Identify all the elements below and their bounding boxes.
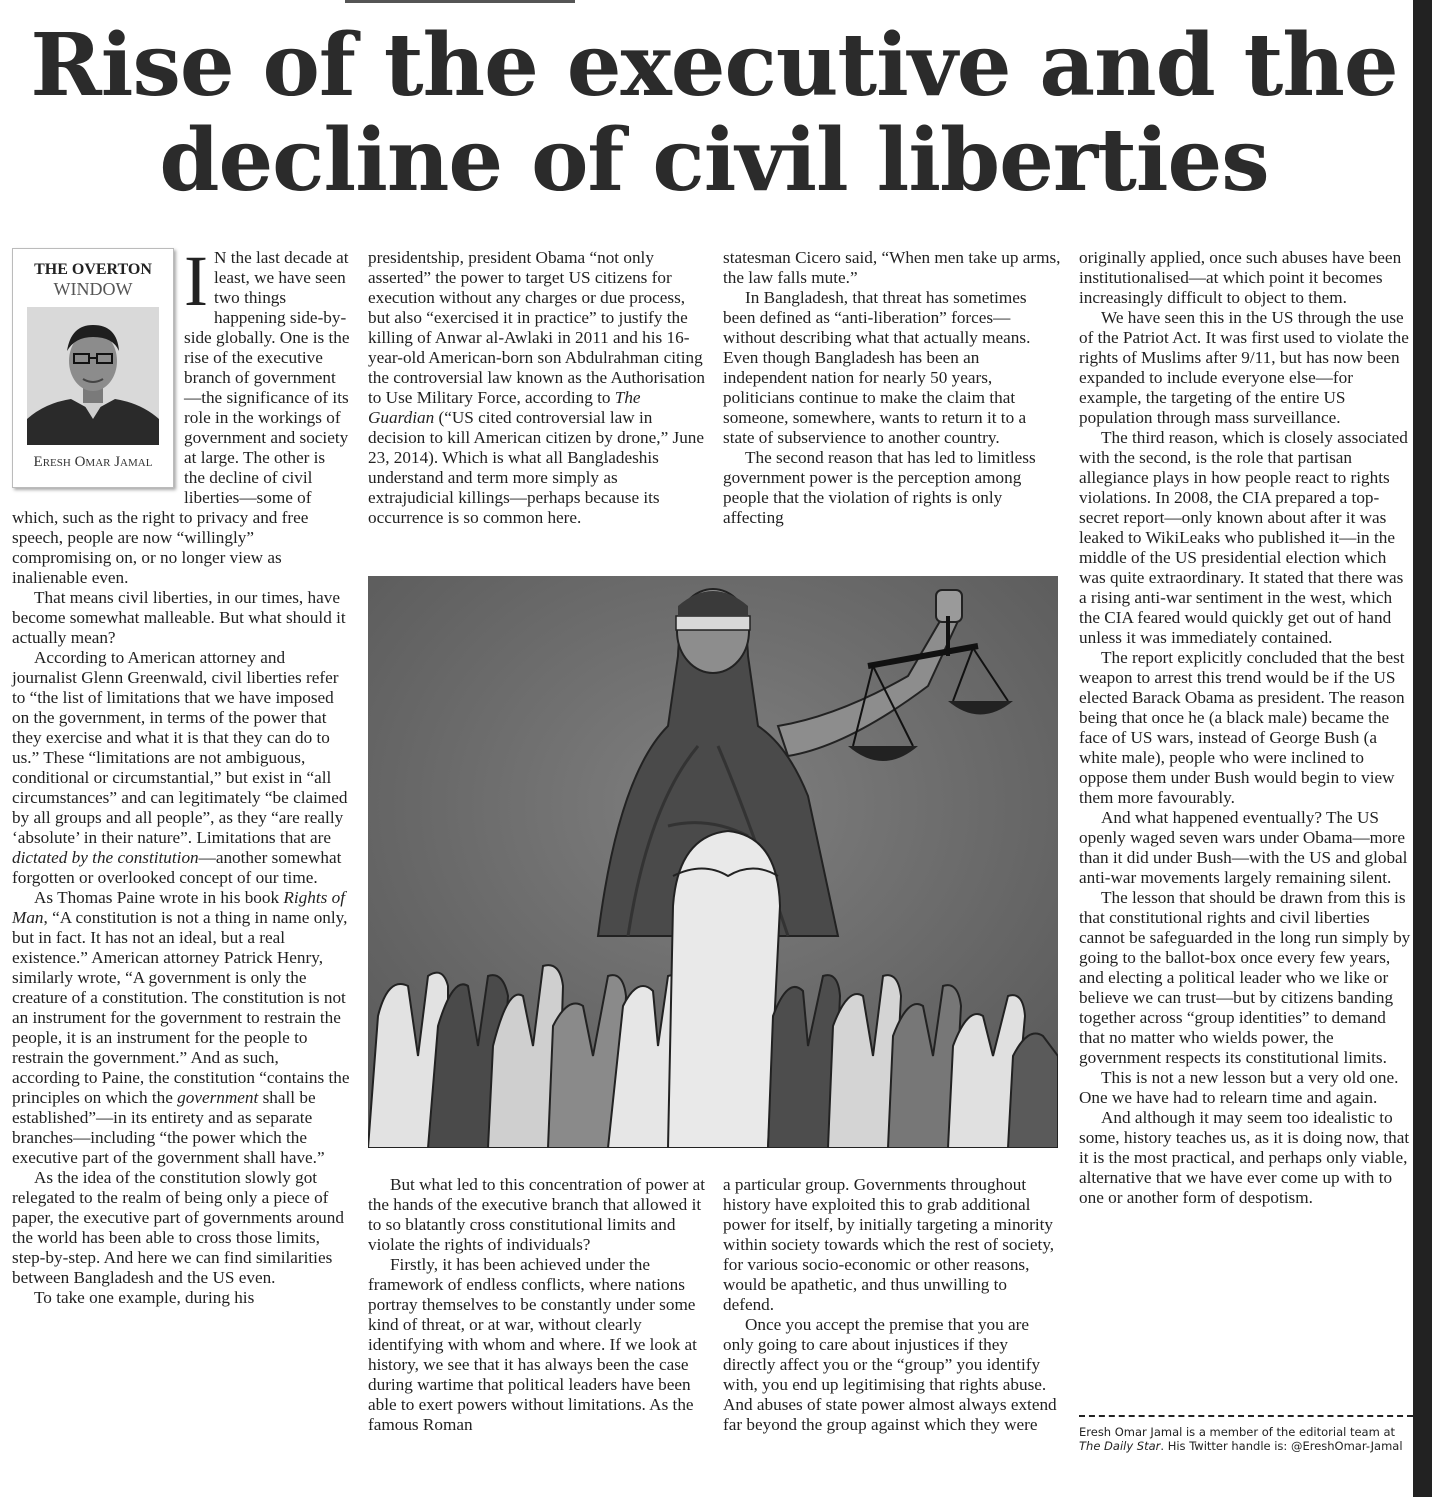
columnist-box bbox=[12, 248, 174, 488]
italic-run: dictated by the constitution bbox=[12, 848, 199, 867]
column-3-bottom bbox=[723, 1175, 1061, 1435]
paragraph bbox=[368, 248, 706, 528]
page-edge bbox=[1413, 0, 1432, 1497]
column-2-bottom bbox=[368, 1175, 706, 1435]
italic-run: Rights of Man bbox=[12, 888, 345, 927]
column-1 bbox=[12, 241, 350, 1308]
paragraph: The report explicitly concluded that the best weapon to arrest this trend would be if the US elected Barack Obama as president. The reason being that once he (a black male) became the face of US wars, instead of George Bush (a white male), people who were inclined to oppose them under Bush would begin to view them more favourably. bbox=[1079, 648, 1405, 807]
column-subtitle: WINDOW bbox=[53, 279, 133, 299]
headline-line-2: decline of civil liberties bbox=[159, 110, 1269, 211]
column-2-top bbox=[368, 248, 706, 528]
paragraph: In Bangladesh, that threat has sometimes been defined as “anti-liberation” forces—without describing what that actually means. Even though Bangladesh has been an independent nation for nearly 50 years, politicians continue to make the claim that someone, somewhere, wants to return it to a state of subservience to another country. bbox=[723, 288, 1031, 447]
author-portrait bbox=[27, 307, 159, 445]
paragraph: To take one example, during his bbox=[34, 1288, 255, 1307]
paragraph: Firstly, it has been achieved under the framework of endless conflicts, where nations portray themselves to be constantly under some kind of threat, or at war, without clearly identifying with whom and where. If we look at history, we see that it has always been the case during wartime that political leaders have been able to exert powers without limitations. As the famous Roman bbox=[368, 1255, 697, 1434]
paragraph: a particular group. Governments throughout history have exploited this to grab additional power for itself, by initially targeting a minority within society towards which the rest of society, for various socio-economic or other reasons, would be apathetic, and thus unwilling to defend. bbox=[723, 1175, 1055, 1314]
headline bbox=[20, 15, 1408, 211]
paragraph: And although it may seem too idealistic to some, history teaches us, as it is doing now, that it is the most practical, and perhaps only viable, alternative that we have ever come up with to one or another form of despotism. bbox=[1079, 1108, 1410, 1207]
text-run: shall be established”—in its entirety and as separate branches—including “the power which the executive part of the government shall have.” bbox=[12, 1088, 325, 1167]
paragraph: The third reason, which is closely associated with the second, is the role that partisan allegiance plays in how people react to rights violations. In 2008, the CIA prepared a top-secret report—only known about after it was leaked to WikiLeaks who published it—in the middle of the US presidential election which was quite extraordinary. It stated that there was a rising anti-war sentiment in the west, which the CIA feared would quickly get out of hand unless it was immediately contained. bbox=[1079, 428, 1408, 647]
text-run: —another somewhat forgotten or overlooked concept of our time. bbox=[12, 848, 342, 887]
column-4 bbox=[1079, 248, 1413, 1208]
italic-run: government bbox=[177, 1088, 259, 1107]
text-run: , “A constitution is not a thing in name only, but in fact. It has not an ideal, but a real existence.” American attorney Patrick Henry, similarly wrote, “A government is only the creature of a constitution. The constitution is not an instrument for the government to restrain the people, it is an instrument for the people to restrain the government.” And as such, according to Paine, the constitution “contains the principles on which the bbox=[12, 908, 350, 1107]
text-run: According to American attorney and journalist Glenn Greenwald, civil liberties refer to “the list of limitations that we have imposed on the government, in terms of the power that they exercise and what it is that they can do to us.” These “limitations are not ambiguous, conditional or circumstantial,” but exist in “all circumstances” and can legitimately “be claimed by all groups and all people”, as they “are really ‘absolute’ in their nature”. Limitations that are bbox=[12, 648, 348, 847]
paragraph: As the idea of the constitution slowly got relegated to the realm of being only a piece of paper, the executive part of governments around the world has been able to cross those limits, step-by-step. And here we can find similarities between Bangladesh and the US even. bbox=[12, 1168, 344, 1287]
author-name: Eresh Omar Jamal bbox=[33, 454, 153, 470]
paragraph: The lesson that should be drawn from this is that constitutional rights and civil liberties cannot be safeguarded in the long run simply by going to the ballot-box once every few years, and electing a political leader who we like or believe we can trust—but by citizens banding together across “group identities” to demand that no matter who wields power, the government respects its constitutional limits. bbox=[1079, 888, 1411, 1067]
paragraph: N the last decade at least, we have seen two things happening side-by-side globally. One is the rise of the executive branch of government—the significance of its role in the workings of government and society at large. The other is the decline of civil liberties—some of which, such as the right to privacy and free speech, people are now “willingly” compromising on, or no longer view as inalienable even. bbox=[12, 248, 350, 587]
text-run: presidentship, president Obama “not only asserted” the power to target US citizens for execution without any charges or due process, but also “exercised it in practice” to justify the killing of Anwar al-Awlaki in 2011 and his 16-year-old American-born son Abdulrahman citing the controversial law known as the Authorisation to Use Military Force, according to bbox=[368, 248, 705, 407]
paragraph: That means civil liberties, in our times, have become somewhat malleable. But what should it actually mean? bbox=[12, 588, 346, 647]
author-credit bbox=[1079, 1415, 1413, 1453]
paragraph: The second reason that has led to limitless government power is the perception among people that the violation of rights is only affecting bbox=[723, 448, 1036, 527]
paragraph: And what happened eventually? The US openly waged seven wars under Obama—more than it did under Bush—with the US and global anti-war movements largely remaining silent. bbox=[1079, 808, 1408, 887]
column-3-top bbox=[723, 248, 1061, 528]
paragraph: We have seen this in the US through the use of the Patriot Act. It was first used to violate the rights of Muslims after 9/11, but has now been expanded to include everyone else—for example, the targeting of the entire US population through mass surveillance. bbox=[1079, 308, 1409, 427]
italic-run: The Guardian bbox=[368, 388, 641, 427]
paragraph bbox=[12, 888, 350, 1168]
paragraph: This is not a new lesson but a very old one. One we have had to relearn time and again. bbox=[1079, 1068, 1399, 1107]
text-run: Eresh Omar Jamal is a member of the editorial team at bbox=[1079, 1425, 1396, 1439]
text-run: As Thomas Paine wrote in his book bbox=[34, 888, 284, 907]
text-run: . His Twitter handle is: @EreshOmar-Jamal bbox=[1160, 1439, 1403, 1453]
lady-justice-illustration bbox=[368, 576, 1058, 1148]
text-run: (“US cited controversial law in decision to kill American citizen by drone,” June 23, 2014). Which is what all Bangladeshis understand and term more simply as extrajudicial killings—perhaps because its occurrence is so common here. bbox=[368, 408, 705, 527]
paragraph: Once you accept the premise that you are only going to care about injustices if they directly affect you or the “group” you identify with, you end up legitimising that rights abuse. And abuses of state power almost always extend far beyond the group against which they were bbox=[723, 1315, 1057, 1434]
paragraph: But what led to this concentration of power at the hands of the executive branch that allowed it to so blatantly cross constitutional limits and violate the rights of individuals? bbox=[368, 1175, 706, 1254]
paragraph bbox=[12, 648, 350, 888]
drop-cap: I bbox=[184, 241, 208, 321]
top-rule bbox=[345, 0, 575, 3]
headline-line-1: Rise of the executive and the bbox=[30, 15, 1398, 116]
column-title: THE OVERTON bbox=[34, 261, 152, 278]
paragraph: originally applied, once such abuses have been institutionalised—at which point it becomes increasingly difficult to object to them. bbox=[1079, 248, 1402, 307]
paragraph: statesman Cicero said, “When men take up arms, the law falls mute.” bbox=[723, 248, 1061, 287]
italic-run: The Daily Star bbox=[1079, 1439, 1161, 1453]
